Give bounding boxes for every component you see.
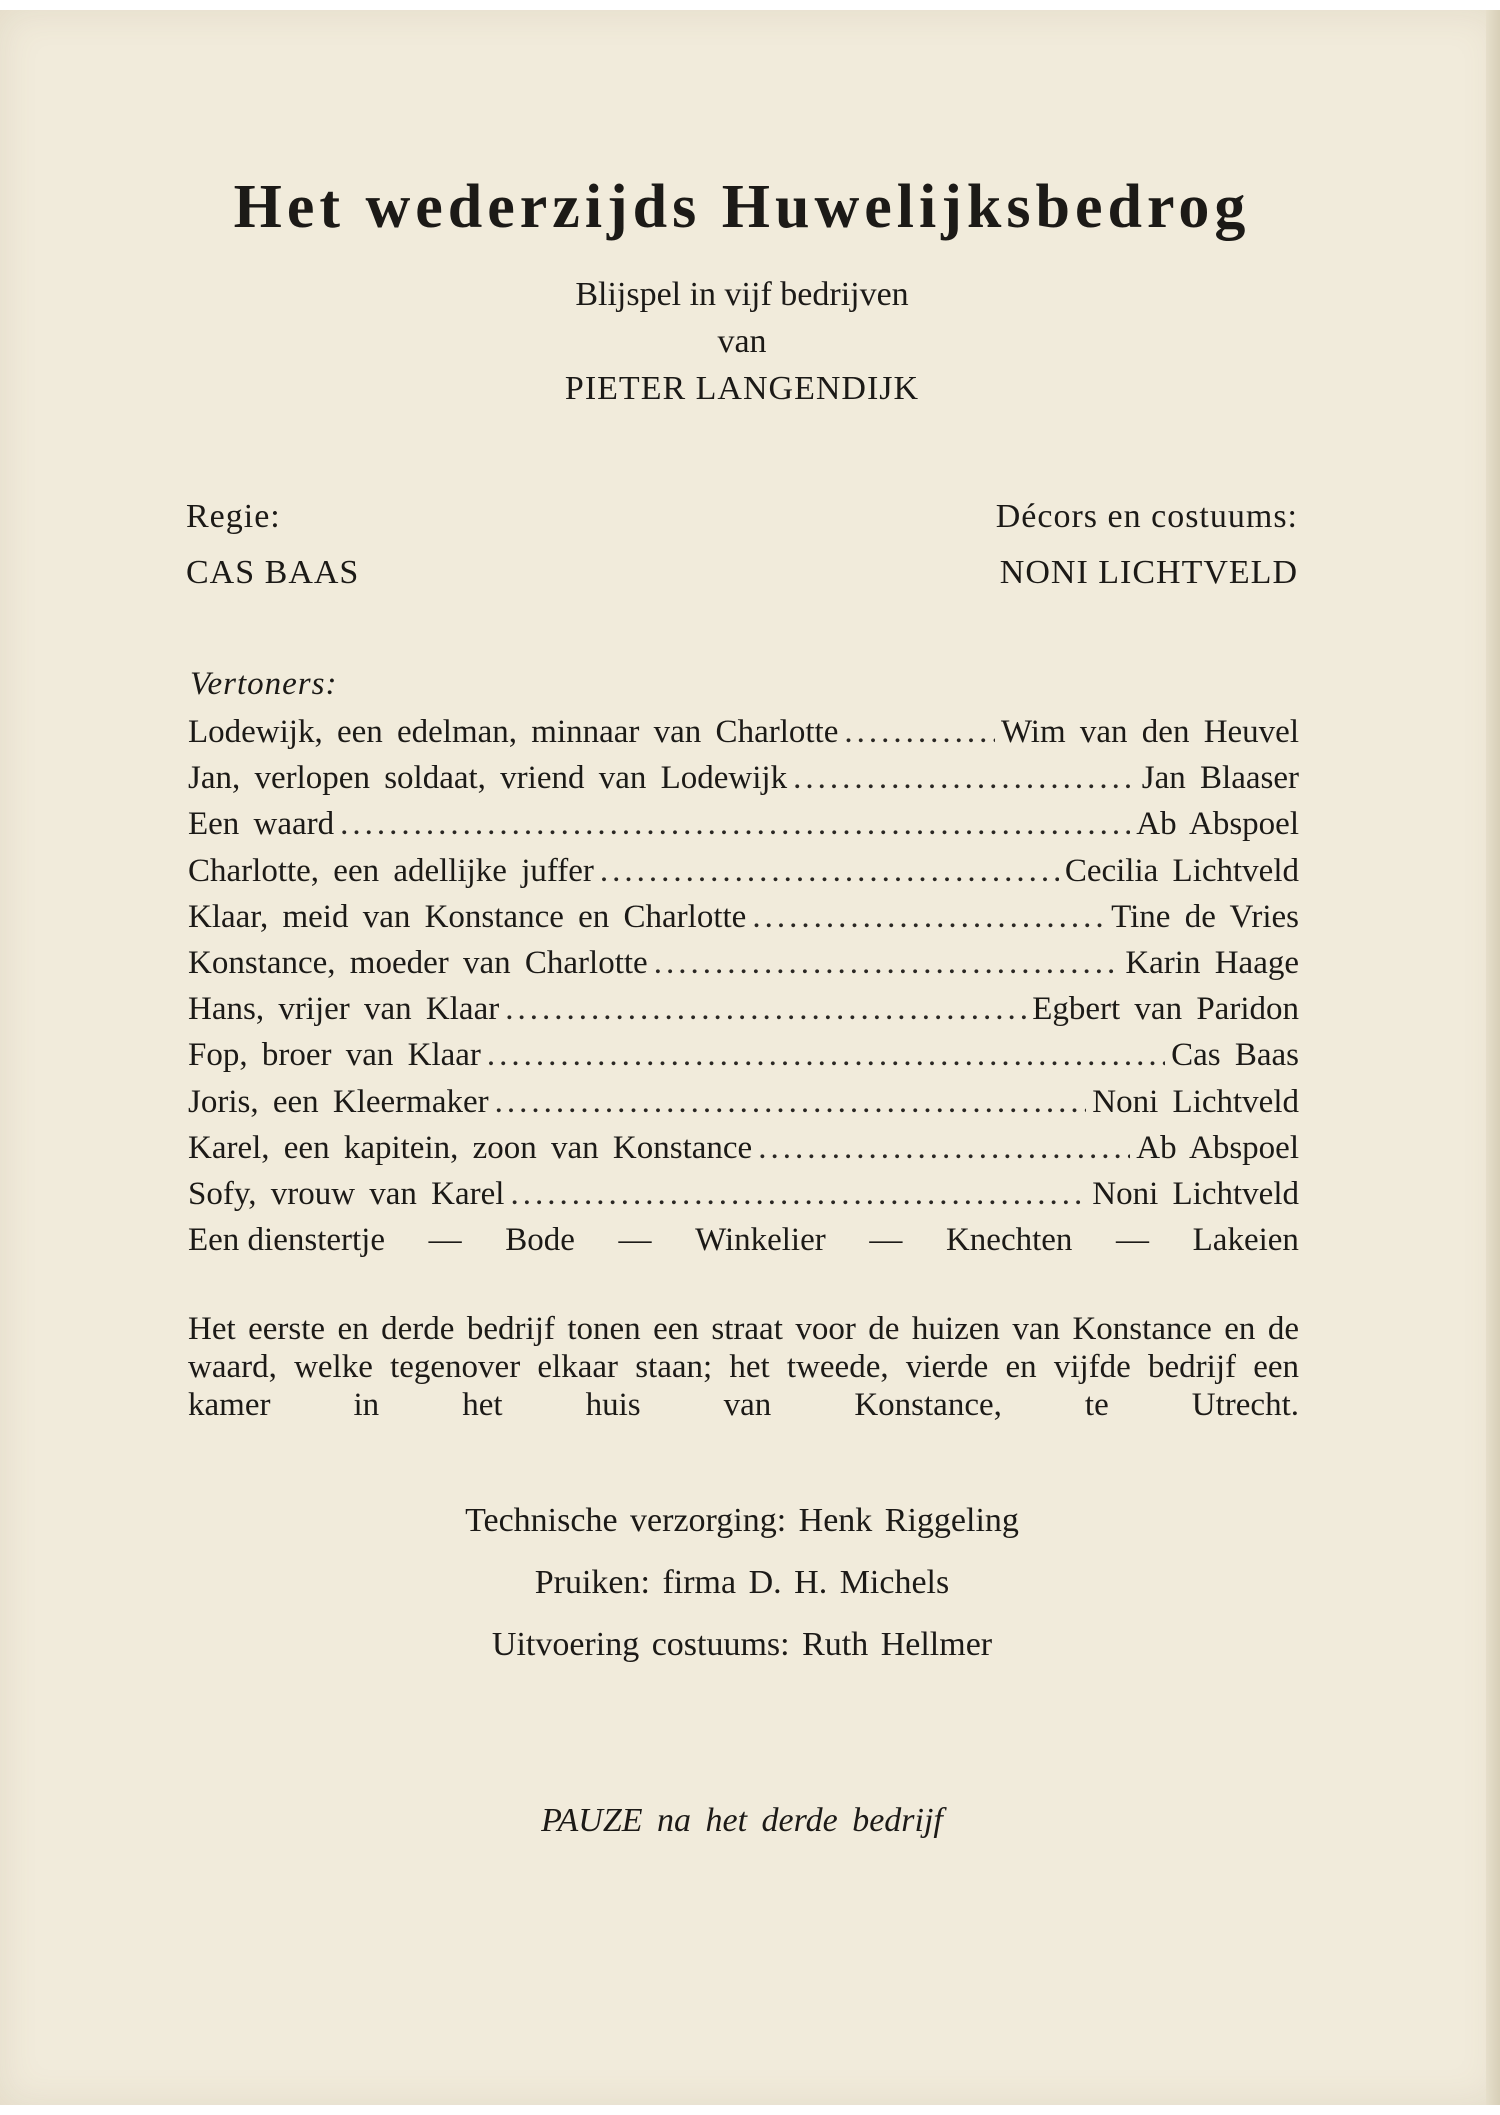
cast-row <box>188 1037 1299 1083</box>
cast-role: Fop, broer van Klaar <box>188 1037 481 1074</box>
cast-row <box>188 806 1299 852</box>
cast-actor: Cecilia Lichtveld <box>1064 852 1299 889</box>
cast-actor: Egbert van Paridon <box>1032 991 1299 1028</box>
cast-row <box>188 853 1299 899</box>
page-edge <box>1486 10 1500 2105</box>
leader-dots <box>495 1084 1087 1121</box>
play-genre: Blijspel in vijf bedrijven <box>575 276 909 313</box>
cast-role: Lodewijk, een edelman, minnaar van Charlotte <box>188 714 839 750</box>
leader-dots <box>752 899 1105 936</box>
intermission-note: PAUZE na het derde bedrijf <box>541 1802 943 1839</box>
setting-description: Het eerste en derde bedrijf tonen een straat voor de huizen van Konstance en de waard, welke tegenover elkaar staan; het tweede, vierde en vijfde bedrijf een kamer in het huis van Konstance, te Utrecht. <box>188 1311 1299 1423</box>
leader-dots <box>340 806 1130 843</box>
dash-separator: — <box>618 1222 652 1258</box>
dash-separator: — <box>869 1222 903 1258</box>
extra-role: Een dienstertje <box>188 1222 386 1258</box>
extra-role: Winkelier <box>695 1222 826 1258</box>
extra-role: Knechten <box>945 1222 1073 1258</box>
cast-row <box>188 1176 1299 1222</box>
costume-credit: Uitvoering costuums: Ruth Hellmer <box>491 1626 993 1663</box>
direction-label: Regie: <box>186 498 281 535</box>
leader-dots <box>505 991 1026 1028</box>
cast-role: Klaar, meid van Konstance en Charlotte <box>188 898 747 935</box>
cast-actor: Wim van den Heuvel <box>1000 714 1299 750</box>
cast-actor: Ab Abspoel <box>1136 1129 1299 1166</box>
leader-dots <box>793 760 1136 797</box>
cast-row <box>188 1084 1299 1130</box>
cast-role: Hans, vrijer van Klaar <box>188 991 500 1028</box>
cast-row <box>188 991 1299 1037</box>
cast-actor: Noni Lichtveld <box>1092 1083 1299 1120</box>
cast-row <box>188 714 1299 760</box>
extras-row <box>188 1222 1299 1259</box>
dash-separator: — <box>428 1222 462 1258</box>
design-name: NONI LICHTVELD <box>999 554 1298 591</box>
leader-dots <box>654 945 1120 982</box>
wigs-credit: Pruiken: firma D. H. Michels <box>534 1564 950 1601</box>
leader-dots <box>487 1037 1165 1074</box>
extra-role: Lakeien <box>1192 1222 1299 1258</box>
cast-row <box>188 760 1299 806</box>
cast-role: Konstance, moeder van Charlotte <box>188 944 648 981</box>
cast-role: Charlotte, een adellijke juffer <box>188 852 594 889</box>
cast-role: Een waard <box>188 806 335 843</box>
cast-actor: Cas Baas <box>1171 1037 1299 1074</box>
leader-dots <box>844 714 995 751</box>
cast-actor: Jan Blaaser <box>1141 760 1299 797</box>
cast-role: Karel, een kapitein, zoon van Konstance <box>188 1129 753 1166</box>
cast-list <box>188 714 1299 1222</box>
design-label: Décors en costuums: <box>995 498 1298 535</box>
play-title: Het wederzijds Huwelijksbedrog <box>233 173 1251 241</box>
technical-credit: Technische verzorging: Henk Riggeling <box>465 1502 1019 1539</box>
direction-name: CAS BAAS <box>186 554 360 591</box>
cast-actor: Tine de Vries <box>1111 898 1299 935</box>
extra-role: Bode <box>505 1222 575 1258</box>
cast-role: Jan, verlopen soldaat, vriend van Lodewijk <box>188 760 788 797</box>
cast-role: Sofy, vrouw van Karel <box>188 1175 505 1212</box>
leader-dots <box>510 1176 1086 1213</box>
cast-actor: Ab Abspoel <box>1136 806 1299 843</box>
leader-dots <box>600 853 1059 890</box>
author-prefix: van <box>717 323 767 360</box>
cast-row <box>188 1130 1299 1176</box>
cast-role: Joris, een Kleermaker <box>188 1083 489 1120</box>
leader-dots <box>758 1130 1130 1167</box>
cast-actor: Noni Lichtveld <box>1092 1175 1299 1212</box>
cast-row <box>188 899 1299 945</box>
dash-separator: — <box>1116 1222 1150 1258</box>
cast-heading: Vertoners: <box>190 666 338 702</box>
author-name: PIETER LANGENDIJK <box>564 370 920 407</box>
cast-row <box>188 945 1299 991</box>
cast-actor: Karin Haage <box>1125 944 1299 981</box>
